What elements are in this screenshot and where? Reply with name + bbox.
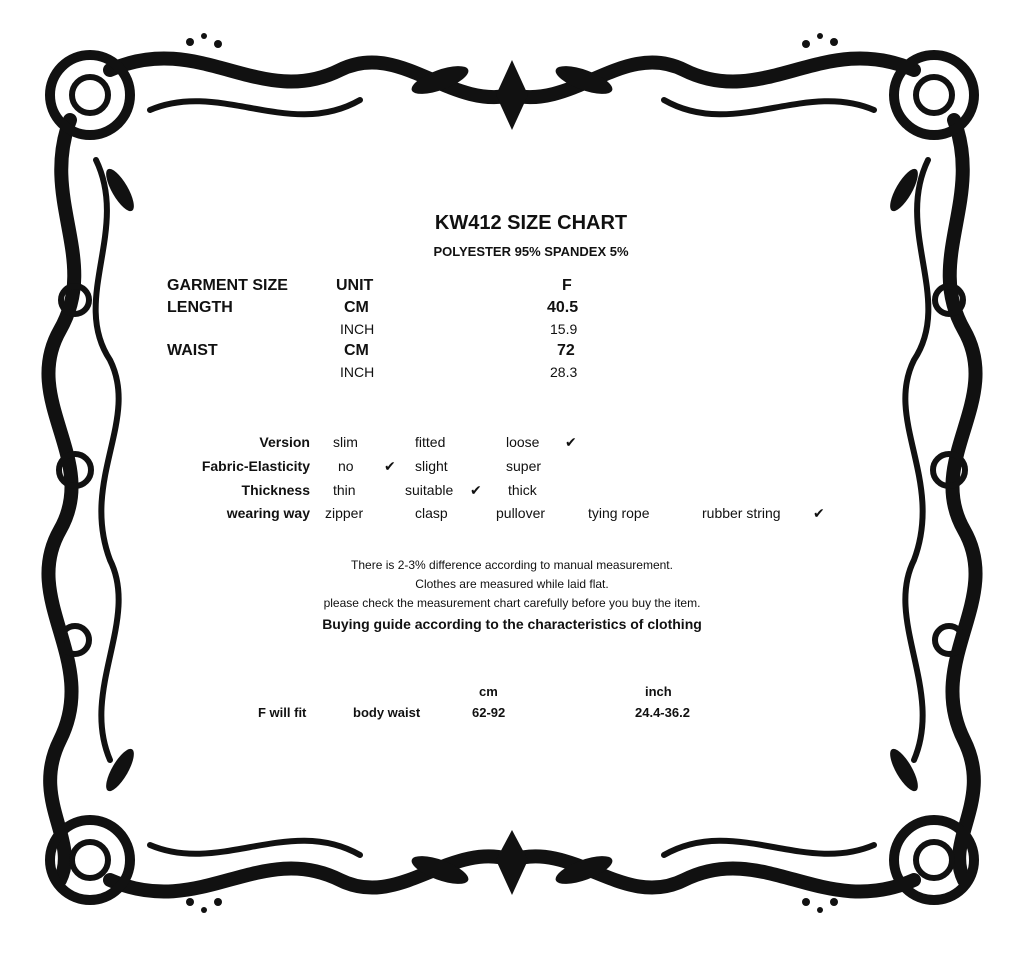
- elasticity-option-no: no: [338, 458, 354, 474]
- thickness-option-thick: thick: [508, 482, 537, 498]
- unit-header: UNIT: [336, 277, 374, 294]
- garment-size-header: GARMENT SIZE: [167, 277, 288, 294]
- wearing-option-zipper: zipper: [325, 505, 364, 521]
- fit-inch-header: inch: [645, 684, 672, 699]
- note-difference: There is 2-3% difference according to manual measurement.: [351, 558, 673, 572]
- material-composition: POLYESTER 95% SPANDEX 5%: [433, 244, 629, 259]
- fit-cm-header: cm: [479, 684, 498, 699]
- thickness-option-thin: thin: [333, 482, 356, 498]
- thickness-label: Thickness: [241, 482, 310, 498]
- version-option-fitted: fitted: [415, 434, 446, 450]
- version-option-slim: slim: [333, 434, 358, 450]
- elasticity-option-slight: slight: [415, 458, 448, 474]
- fit-row-measure: body waist: [353, 705, 421, 720]
- note-laid-flat: Clothes are measured while laid flat.: [415, 577, 609, 591]
- length-cm-unit: CM: [344, 299, 369, 316]
- version-label: Version: [259, 434, 310, 450]
- wearing-check-icon: ✔: [813, 505, 825, 521]
- fit-inch-range: 24.4-36.2: [635, 705, 690, 720]
- wearing-option-rubber-string: rubber string: [702, 505, 781, 521]
- thickness-option-suitable: suitable: [405, 482, 454, 498]
- wearing-option-clasp: clasp: [415, 505, 448, 521]
- waist-inch-unit: INCH: [340, 364, 375, 380]
- waist-label: WAIST: [167, 342, 218, 359]
- fit-cm-range: 62-92: [472, 705, 506, 720]
- length-inch-unit: INCH: [340, 321, 375, 337]
- waist-cm-unit: CM: [344, 342, 369, 359]
- wearing-way-label: wearing way: [226, 505, 310, 521]
- size-f-header: F: [562, 277, 572, 294]
- length-cm-value: 40.5: [547, 299, 579, 316]
- wearing-option-tying-rope: tying rope: [588, 505, 650, 521]
- length-label: LENGTH: [167, 299, 233, 316]
- thickness-check-icon: ✔: [470, 482, 482, 498]
- buying-guide-title: Buying guide according to the characteristics of clothing: [322, 616, 702, 632]
- version-check-icon: ✔: [565, 434, 577, 450]
- waist-inch-value: 28.3: [550, 364, 578, 380]
- length-inch-value: 15.9: [550, 321, 578, 337]
- chart-title: KW412 SIZE CHART: [434, 212, 628, 234]
- note-check-chart: please check the measurement chart carefully before you buy the item.: [323, 596, 701, 610]
- wearing-option-pullover: pullover: [496, 505, 546, 521]
- elasticity-check-icon: ✔: [384, 458, 396, 474]
- waist-cm-value: 72: [557, 342, 575, 359]
- fit-row-label: F will fit: [258, 705, 307, 720]
- version-option-loose: loose: [506, 434, 540, 450]
- elasticity-option-super: super: [506, 458, 542, 474]
- elasticity-label: Fabric-Elasticity: [201, 458, 310, 474]
